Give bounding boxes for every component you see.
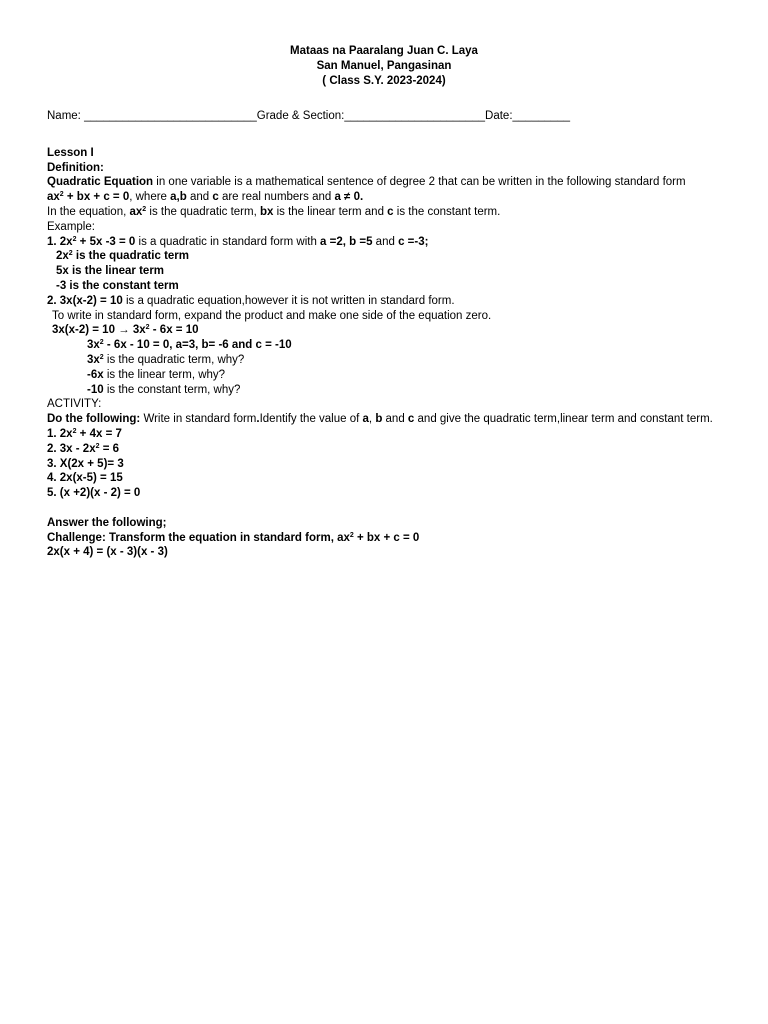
- definition-term: Quadratic Equation: [47, 176, 154, 189]
- activity-item-3: 3. X(2x + 5)= 3: [47, 457, 124, 470]
- condition: a ≠ 0.: [334, 191, 364, 204]
- example-2-quadratic: $3x^2$ is the quadratic term, why?: [87, 353, 245, 366]
- definition-text: [47, 175, 717, 190]
- answer-label: Answer the following;: [47, 516, 167, 529]
- activity-item-2: 2. $3x - 2x^2 = 6$: [47, 442, 120, 455]
- example-2-constant: -10 is the constant term, why?: [87, 383, 241, 396]
- example-2-linear: -6x is the linear term, why?: [87, 368, 226, 381]
- example-2-note: To write in standard form, expand the product and make one side of the equation zero.: [52, 309, 492, 322]
- lesson-title: Lesson I: [47, 146, 94, 159]
- activity-item-4: 4. 2x(x-5) = 15: [47, 472, 123, 485]
- example-2-step-2: $3x^2 - 6x - 10 = 0$, a=3, b= -6 and c = -10: [87, 339, 292, 352]
- school-name: Mataas na Paaralang Juan C. Laya: [290, 45, 478, 57]
- example-2-step-1: $3x(x-2) = 10 \to 3x^2 - 6x = 10$: [52, 324, 199, 337]
- activity-item-5: 5. (x +2)(x - 2) = 0: [47, 487, 141, 500]
- terms-explanation: In the equation, $ax^2$ is the quadratic term, bx is the linear term and c is the constant term.: [47, 205, 501, 218]
- example-1-constant: -3 is the constant term: [56, 279, 179, 292]
- activity-item-1: 1. $2x^2 + 4x = 7$: [47, 427, 122, 440]
- example-label: Example:: [47, 220, 95, 233]
- example-1-linear: 5x is the linear term: [56, 265, 165, 278]
- class-year: ( Class S.Y. 2023-2024): [322, 75, 446, 87]
- student-info-line: Name: ___________________________Grade & Section:______________________Date:_________: [47, 110, 571, 122]
- definition-heading: Definition:: [47, 161, 104, 174]
- definition-body: in one variable is a mathematical sentence of degree 2 that can be written in the following standard form: [153, 176, 686, 189]
- standard-form-line: $ax^2$ + bx + c = 0, where a,b and c are real numbers and a ≠ 0.: [47, 191, 364, 204]
- school-header: [0, 44, 768, 89]
- example-1-quadratic: $2x^2$ is the quadratic term: [56, 250, 190, 263]
- challenge-equation: 2x(x + 4) = (x - 3)(x - 3): [47, 546, 168, 559]
- school-location: San Manuel, Pangasinan: [316, 60, 452, 72]
- activity-label: ACTIVITY:: [47, 398, 102, 411]
- arrow-icon: →: [118, 324, 130, 337]
- activity-instructions: Do the following: Write in standard form.Identify the value of a, b and c and give the quadratic term,linear term and constant term.: [47, 413, 713, 426]
- challenge-text: Challenge: Transform the equation in standard form, $ax^2$ + bx + c = 0: [47, 531, 420, 544]
- worksheet-body: [47, 109, 717, 560]
- example-1: 1. $2x^2 + 5x$ -3 = 0 is a quadratic in standard form with a =2, b =5 and c =-3;: [47, 235, 429, 248]
- example-2: 2. 3x(x-2) = 10 is a quadratic equation,however it is not written in standard form.: [47, 294, 455, 307]
- standard-form: $ax^2$ + bx + c = 0: [47, 191, 130, 204]
